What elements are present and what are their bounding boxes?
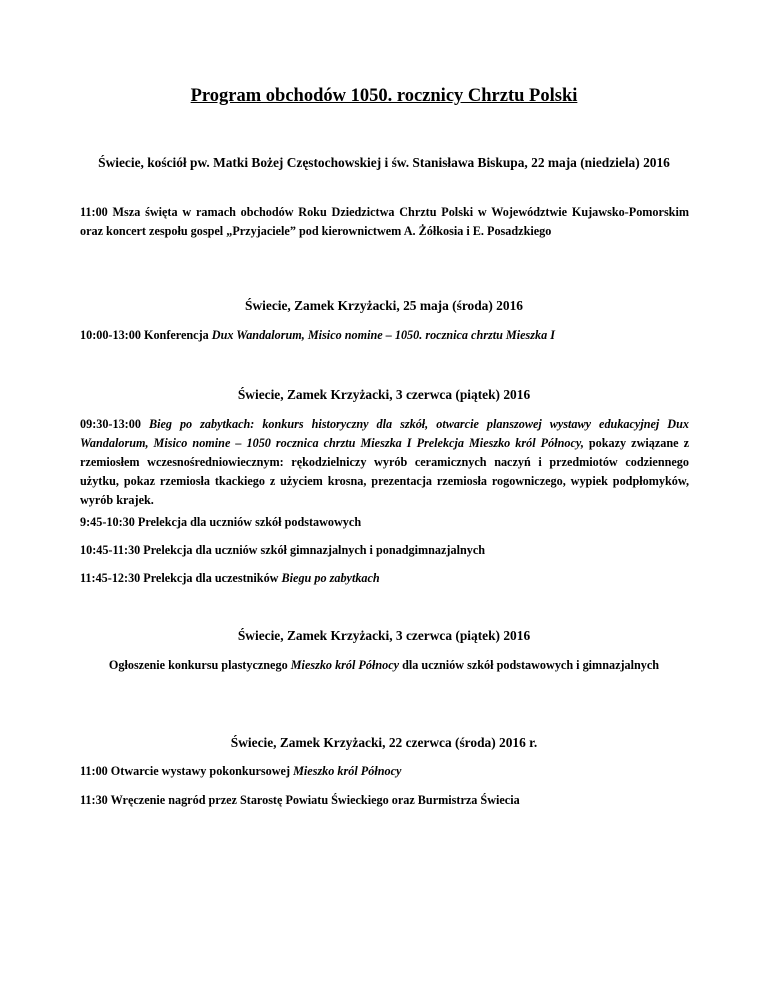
section-3-item-2: 10:45-11:30 Prelekcja dla uczniów szkół gimnazjalnych i ponadgimnazjalnych bbox=[80, 543, 486, 557]
section-4-heading: Świecie, Zamek Krzyżacki, 3 czerwca (piątek) 2016 bbox=[237, 628, 531, 643]
section-5-item-2: 11:30 Wręczenie nagród przez Starostę Powiatu Świeckiego oraz Burmistrza Świecia bbox=[80, 793, 520, 807]
section-2-italic: Dux Wandalorum, Misico nomine – 1050. rocznica chrztu Mieszka I bbox=[211, 328, 556, 342]
section-1-text: 11:00 Msza święta w ramach obchodów Roku Dziedzictwa Chrztu Polski w Województwie Kujawsko-Pomorskim oraz koncert zespołu gospel „Przyjaciele” pod kierownictwem A. Żółkosia i E. Posadzkiego bbox=[80, 205, 689, 238]
section-3-rest: pokazy związane z rzemiosłem wczesnośredniowiecznym: rękodzielniczy wyrób ceramicznych naczyń i przedmiotów codziennego użytku, pokaz rzemiosła tkackiego z użyciem krosna, prezentacja rzemiosła rogowniczego, wypiek podpłomyków, wyrób krajek. bbox=[80, 436, 690, 507]
page-title: Program obchodów 1050. rocznicy Chrztu Polski bbox=[190, 86, 578, 106]
section-4-italic: Mieszko król Północy bbox=[290, 658, 400, 672]
section-3-item-3 bbox=[80, 569, 689, 588]
section-3-item-1: 9:45-10:30 Prelekcja dla uczniów szkół podstawowych bbox=[80, 515, 362, 529]
section-5-item-1 bbox=[80, 762, 689, 781]
section-3-item-3-text: 11:45-12:30 Prelekcja dla uczestników bbox=[80, 571, 282, 585]
section-4-end: dla uczniów szkół podstawowych i gimnazjalnych bbox=[399, 658, 660, 672]
section-3-text bbox=[80, 415, 689, 510]
section-2-heading: Świecie, Zamek Krzyżacki, 25 maja (środa) 2016 bbox=[245, 298, 523, 313]
section-4-text bbox=[95, 656, 673, 675]
section-2-time: 10:00-13:00 Konferencja bbox=[80, 328, 212, 342]
section-5-item-1-italic: Mieszko król Północy bbox=[293, 764, 402, 778]
section-2-text bbox=[80, 326, 689, 345]
section-3-item-3-italic: Biegu po zabytkach bbox=[281, 571, 380, 585]
section-3-time: 09:30-13:00 bbox=[80, 417, 149, 431]
section-3-italic: Bieg po zabytkach: konkurs historyczny dla szkół, otwarcie planszowej wystawy edukacyjnej Dux Wandalorum, Misico nomine – 1050 rocznica chrztu Mieszka I Prelekcja Mieszko król Północy, bbox=[80, 417, 689, 450]
section-3-heading: Świecie, Zamek Krzyżacki, 3 czerwca (piątek) 2016 bbox=[237, 387, 531, 402]
section-1-heading: Świecie, kościół pw. Matki Bożej Częstochowskiej i św. Stanisława Biskupa, 22 maja (niedziela) 2016 bbox=[98, 155, 670, 170]
section-5-heading: Świecie, Zamek Krzyżacki, 22 czerwca (środa) 2016 r. bbox=[230, 735, 538, 750]
section-5-item-1-text: 11:00 Otwarcie wystawy pokonkursowej bbox=[80, 764, 294, 778]
section-4-start: Ogłoszenie konkursu plastycznego bbox=[108, 658, 291, 672]
